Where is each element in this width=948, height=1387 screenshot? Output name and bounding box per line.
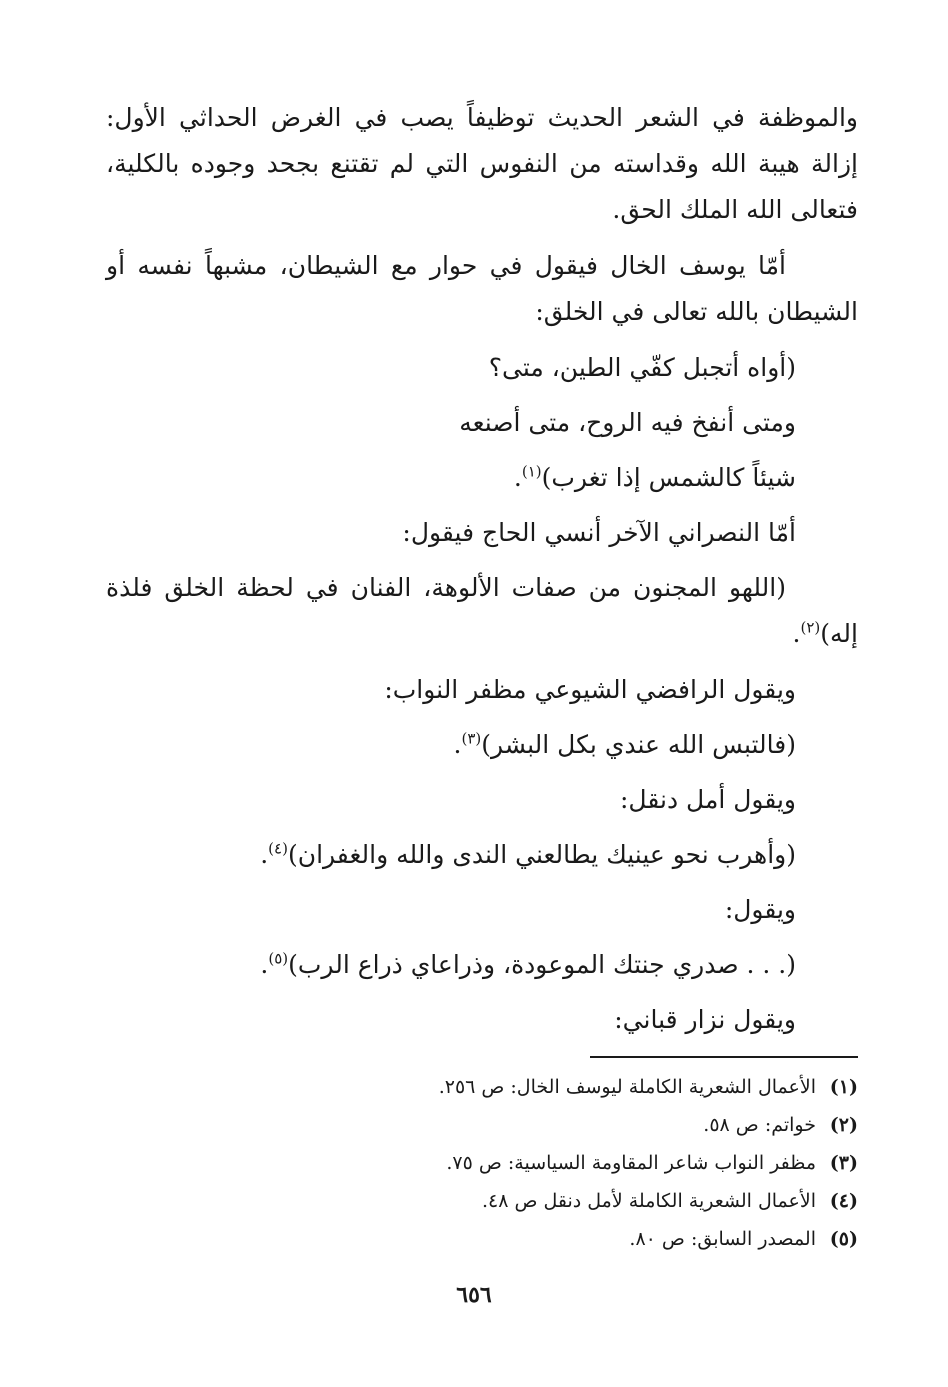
footnote-ref: (١) [521, 462, 542, 481]
quote-line: (. . . صدري جنتك الموعودة، وذراعاي ذراع الرب)$^{(٥)}$. [260, 949, 796, 979]
footnote-ref: (٣) [461, 729, 482, 748]
footnote-text: الأعمال الشعرية الكاملة لأمل دنقل ص ٤٨. [481, 1190, 816, 1212]
paragraph-line: ويقول الرافضي الشيوعي مظفر النواب: [384, 675, 796, 704]
footnote-text: خواتم: ص ٥٨. [703, 1114, 816, 1136]
paragraph-line: ويقول أمل دنقل: [619, 785, 796, 814]
footnote [158, 1068, 858, 1106]
footnote [158, 1220, 858, 1258]
paragraph: أمّا يوسف الخال فيقول في حوار مع الشيطان، مشبهاً نفسه أو الشيطان بالله تعالى في الخلق: [106, 251, 858, 326]
paragraph-line: ويقول نزار قباني: [614, 1005, 796, 1034]
footnote [158, 1182, 858, 1220]
footnote-text: مظفر النواب شاعر المقاومة السياسية: ص ٧٥. [446, 1152, 816, 1174]
paragraph-line: أمّا النصراني الآخر أنسي الحاج فيقول: [402, 518, 796, 547]
footnote-number: (٥) [829, 1228, 858, 1250]
footnote-text: الأعمال الشعرية الكاملة ليوسف الخال: ص ٢٥٦. [438, 1076, 816, 1098]
footnote-number: (١) [829, 1076, 858, 1098]
quote-line: (أواه أتجبل كفّي الطين، متى؟ [488, 353, 796, 382]
footnote-divider [590, 1056, 858, 1058]
footnote-text: المصدر السابق: ص ٨٠. [629, 1228, 816, 1250]
quote-line: (وأهرب نحو عينيك يطالعني الندى والله والغفران)$^{(٤)}$. [260, 839, 796, 869]
page-body [106, 95, 858, 1052]
quote-line: ومتى أنفخ فيه الروح، متى أصنعه [459, 408, 796, 437]
paragraph: والموظفة في الشعر الحديث توظيفاً يصب في الغرض الحداثي الأول: إزالة هيبة الله وقداسته من النفوس التي لم تقتنع بجحد وجوده بالكلية، فتعالى الله الملك الحق. [106, 103, 858, 224]
quote-line: (فالتبس الله عندي بكل البشر)$^{(٣)}$. [453, 729, 796, 759]
paragraph-line: ويقول: [724, 895, 796, 924]
footnote-ref: (٤) [268, 839, 288, 858]
page-number: ٦٥٦ [456, 1282, 492, 1308]
quote-line: شيئاً كالشمس إذا تغرب)$^{(١)}$. [513, 462, 796, 492]
footnote-ref: (٢) [800, 618, 821, 637]
footnote [158, 1106, 858, 1144]
footnote-ref: (٥) [268, 949, 289, 968]
footnote-number: (٣) [829, 1152, 858, 1174]
quote-paragraph: (اللهو المجنون من صفات الألوهة، الفنان في لحظة الخلق فلذة إله)$^{(٢)}$. [106, 573, 858, 648]
footnotes [158, 1068, 858, 1258]
footnote [158, 1144, 858, 1182]
footnote-number: (٢) [829, 1114, 858, 1136]
footnote-number: (٤) [829, 1190, 858, 1212]
